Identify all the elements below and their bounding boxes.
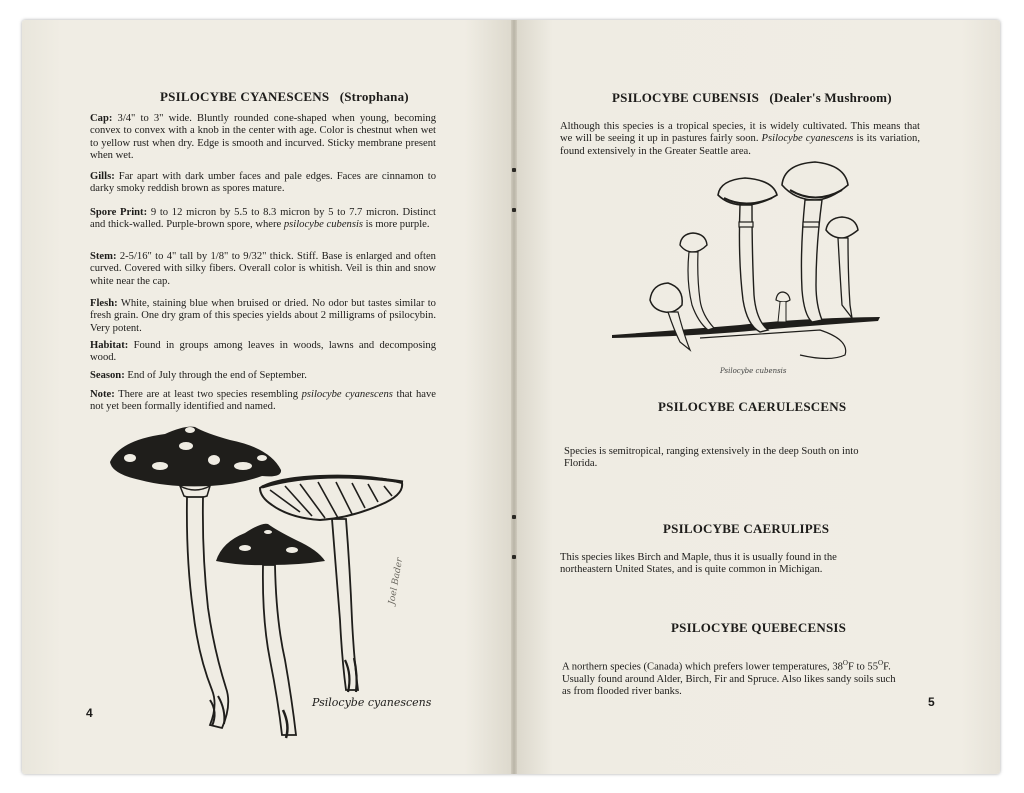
left-page-number: 4	[86, 706, 93, 720]
habitat-text: Found in groups among leaves in woods, lawns and decomposing wood.	[90, 340, 436, 364]
spore-print-description: Spore Print: 9 to 12 micron by 5.5 to 8.3 micron by 5 to 7.7 micron. Distinct and thick-walled. Purple-brown spore, where psilocybe cubensis is more purple.	[90, 207, 436, 231]
cyanescens-caption: Psilocybe cyanescens	[312, 696, 432, 709]
season-text: End of July through the end of September.	[127, 370, 307, 381]
caerulescens-description: Species is semitropical, ranging extensively in the deep South on into Florida.	[564, 446, 859, 470]
stem-text: 2-5/16" to 4" tall by 1/8" to 9/32" thick. Stiff. Base is enlarged and often curved. Covered with silky fibers. Overall color is whitish. Veil is thin and snow white near the cap.	[90, 251, 436, 287]
caerulipes-title: PSILOCYBE CAERULIPES	[663, 521, 830, 536]
note-description: Note: There are at least two species resembling psilocybe cyanescens that have not yet been formally identified and named.	[90, 389, 436, 413]
species-name: PSILOCYBE CYANESCENS	[160, 89, 330, 104]
cubensis-name: PSILOCYBE CUBENSIS	[612, 90, 760, 105]
quebecensis-description	[562, 657, 897, 699]
cubensis-caption: Psilocybe cubensis	[720, 367, 787, 375]
note-italic: psilocybe cyanescens	[301, 389, 393, 400]
gills-text: Far apart with dark umber faces and pale edges. Faces are cinnamon to darky smoky reddish brown as spores mature.	[90, 171, 436, 195]
cap-label: Cap	[90, 113, 109, 124]
quebecensis-text-1: A northern species (Canada) which prefers lower temperatures, 38	[562, 661, 843, 673]
flesh-text: White, staining blue when bruised or dried. No odor but tastes similar to fresh grain. One dry gram of this species yields about 2 milligrams of psilocybin. Very potent.	[90, 298, 436, 334]
spore-print-text-after: is more purple.	[363, 219, 430, 231]
cubensis-alt-name: (Dealer's Mushroom)	[769, 90, 892, 105]
degree-mark-2: O	[878, 659, 884, 667]
season-description: Season: End of July through the end of September.	[90, 370, 307, 381]
habitat-label: Habitat	[90, 340, 125, 351]
cubensis-text: Although this species is a tropical species, it is widely cultivated. This means that we will be seeing it up in pastures fairly soon.	[560, 121, 920, 145]
spore-print-text: 9 to 12 micron by 5.5 to 8.3 micron by 5 to 7.7 micron. Distinct and thick-walled. Purple-brown spore, where	[90, 207, 436, 231]
stem-description: Stem: 2-5/16" to 4" tall by 1/8" to 9/32" thick. Stiff. Base is enlarged and often curved. Covered with silky fibers. Overall color is whitish. Veil is thin and snow white near the cap.	[90, 251, 436, 287]
cubensis-text-after: is its variation, found extensively in the Greater Seattle area.	[560, 133, 920, 157]
quebecensis-text-3: F. Usually found around Alder, Birch, Fir and Spruce. Also likes sandy soils such as from flooded river banks.	[562, 661, 896, 698]
note-text-after: that have not yet been formally identified and named.	[90, 389, 436, 413]
cubensis-italic: Psilocybe cyanescens	[761, 133, 854, 145]
species-alt-name: (Strophana)	[339, 89, 409, 104]
gills-label: Gills	[90, 171, 112, 182]
note-text: There are at least two species resembling	[118, 389, 302, 400]
quebecensis-text-2: F to 55	[847, 661, 879, 673]
caerulescens-title: PSILOCYBE CAERULESCENS	[658, 399, 847, 414]
cap-text: 3/4" to 3" wide. Bluntly rounded cone-shaped when young, becoming convex to convex with a knob in the center with age. Color is chestnut when wet to yellow rust when dry. Edge is smooth and incurved. Sticky membrane present when wet.	[90, 113, 436, 162]
spore-print-italic: psilocybe cubensis	[283, 219, 364, 231]
degree-mark-1: O	[842, 659, 848, 667]
note-label: Note	[90, 389, 112, 400]
caerulipes-description: This species likes Birch and Maple, thus it is usually found in the northeastern United States, and is quite common in Michigan.	[560, 552, 837, 576]
gills-description: Gills: Far apart with dark umber faces and pale edges. Faces are cinnamon to darky smoky reddish brown as spores mature.	[90, 171, 436, 195]
artist-signature: Joel Bader	[387, 557, 406, 606]
flesh-label: Flesh	[90, 298, 115, 309]
spore-print-label: Spore Print	[90, 207, 144, 218]
stem-label: Stem	[90, 251, 113, 262]
quebecensis-title: PSILOCYBE QUEBECENSIS	[671, 620, 847, 635]
habitat-description: Habitat: Found in groups among leaves in woods, lawns and decomposing wood.	[90, 340, 436, 364]
season-label: Season	[90, 370, 122, 381]
cap-description: Cap: 3/4" to 3" wide. Bluntly rounded cone-shaped when young, becoming convex to convex with a knob in the center with age. Color is chestnut when wet to yellow rust when dry. Edge is smooth and incurved. Sticky membrane present when wet.	[90, 113, 436, 162]
right-page-number: 5	[928, 695, 935, 709]
flesh-description: Flesh: White, staining blue when bruised or dried. No odor but tastes similar to fresh grain. One dry gram of this species yields about 2 milligrams of psilocybin. Very potent.	[90, 298, 436, 334]
